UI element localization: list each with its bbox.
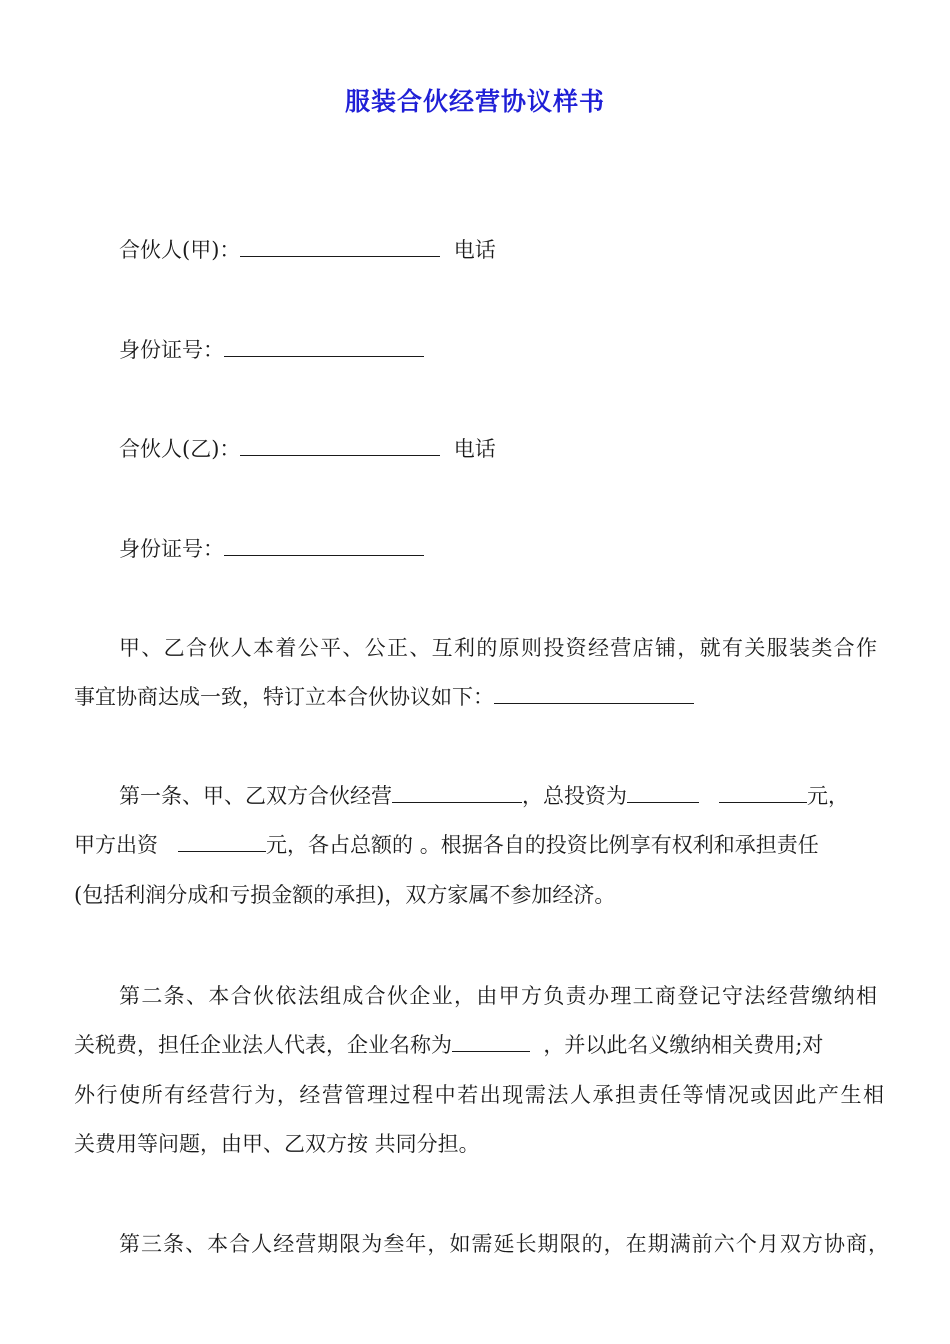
partner-b-label: 合伙人(乙)： <box>119 437 241 461</box>
intro-line-2 <box>74 673 884 722</box>
id-a-row <box>119 326 929 375</box>
partner-a-label: 合伙人(甲)： <box>119 238 241 262</box>
article-1-text-e: 元，各占总额的 。根据各自的投资比例享有权利和承担责任 <box>266 833 819 857</box>
party-a-investment-blank[interactable] <box>178 831 266 852</box>
partner-b-row <box>119 425 929 474</box>
article-2-line-1: 第二条、本合伙依法组成合伙企业，由甲方负责办理工商登记守法经营缴纳相 <box>119 984 877 1008</box>
id-label-b: 身份证号： <box>119 537 224 561</box>
partner-a-blank[interactable] <box>240 236 440 257</box>
article-1-text-b: ，总投资为 <box>522 784 627 808</box>
id-label-a: 身份证号： <box>119 338 224 362</box>
article-1-text-a: 第一条、甲、乙双方合伙经营 <box>119 784 392 808</box>
id-b-blank[interactable] <box>224 535 424 556</box>
article-1-line-1 <box>119 772 929 821</box>
article-1-text-d: 甲方出资 <box>74 833 158 857</box>
intro-line-1: 甲、乙合伙人本着公平、公正、互利的原则投资经营店铺，就有关服装类合作 <box>119 636 877 660</box>
total-investment-blank-2[interactable] <box>719 782 807 803</box>
article-2-line-2 <box>74 1021 884 1070</box>
phone-label-b: 电话 <box>453 437 496 461</box>
article-2-line-4: 关费用等问题，由甲、乙双方按 共同分担。 <box>74 1132 480 1156</box>
partner-a-row <box>119 226 929 275</box>
article-2-text-b: ，并以此名义缴纳相关费用;对 <box>543 1033 824 1057</box>
partner-b-blank[interactable] <box>240 435 440 456</box>
total-investment-blank-1[interactable] <box>627 782 699 803</box>
company-name-blank[interactable] <box>452 1031 530 1052</box>
article-1-line-2 <box>74 821 884 870</box>
id-b-row <box>119 525 929 574</box>
document-title: 服装合伙经营协议样书 <box>344 87 605 116</box>
article-3-line-1: 第三条、本合人经营期限为叁年，如需延长期限的，在期满前六个月双方协商， <box>119 1232 889 1256</box>
article-2-text-a: 关税费，担任企业法人代表，企业名称为 <box>74 1033 452 1057</box>
phone-label-a: 电话 <box>453 238 496 262</box>
article-2-line-3: 外行使所有经营行为，经营管理过程中若出现需法人承担责任等情况或因此产生相 <box>74 1083 884 1107</box>
business-scope-blank[interactable] <box>392 782 522 803</box>
article-1-line-3: (包括利润分成和亏损金额的承担)，双方家属不参加经济。 <box>74 883 616 907</box>
intro-line-2-text: 事宜协商达成一致，特订立本合伙协议如下： <box>74 685 494 709</box>
intro-blank[interactable] <box>494 683 694 704</box>
id-a-blank[interactable] <box>224 336 424 357</box>
article-1-text-c: 元， <box>807 784 850 808</box>
